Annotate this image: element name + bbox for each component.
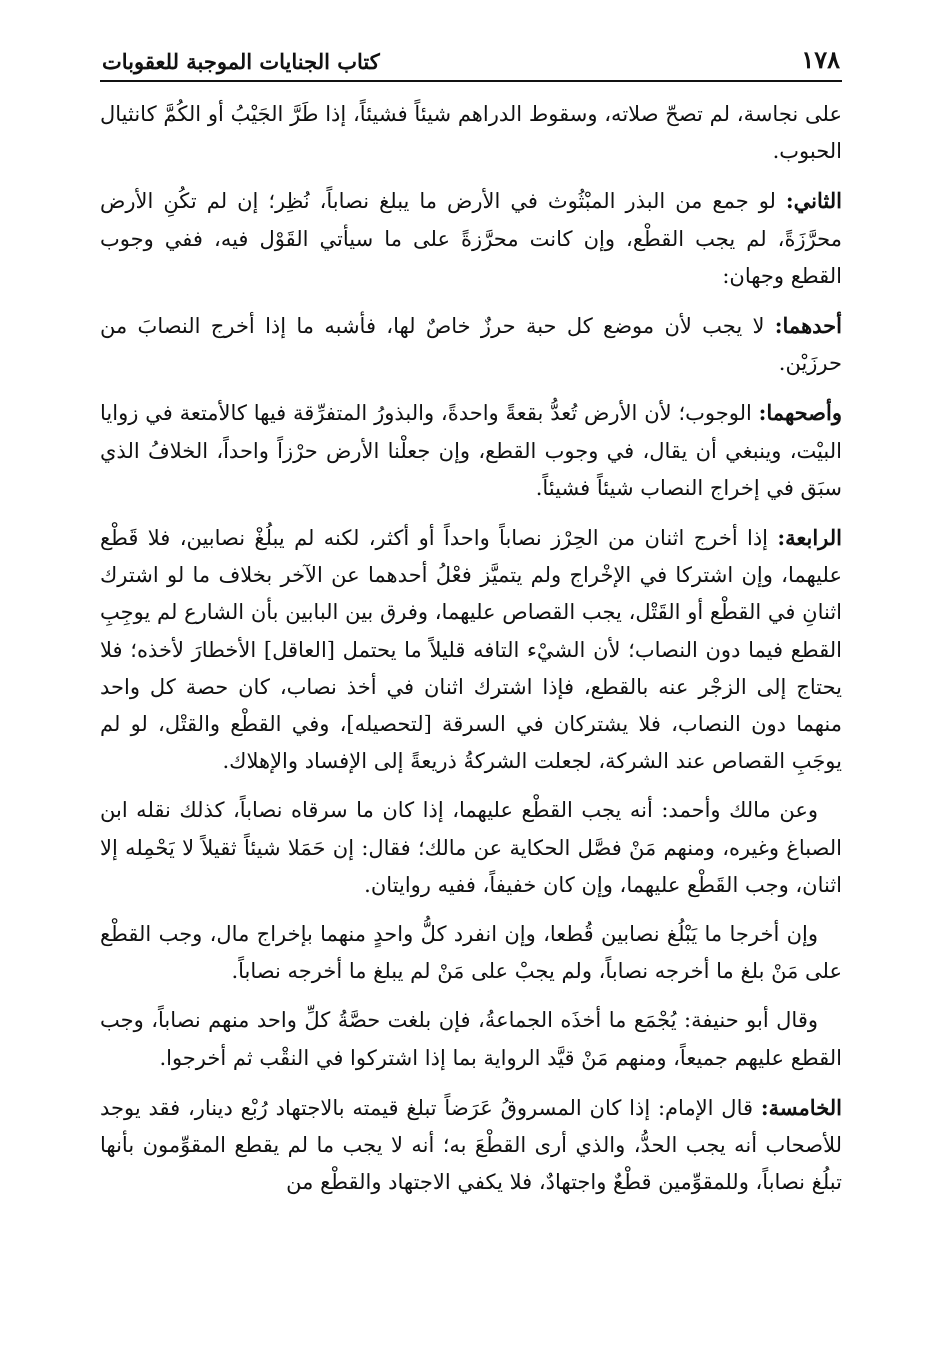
paragraph-6 — [100, 792, 842, 904]
paragraph-4 — [100, 394, 842, 507]
paragraph-2 — [100, 182, 842, 295]
paragraph-text: وإن أخرجا ما يَبْلُغ نصابين قُطعا، وإن انفرد كلُّ واحدٍ منهما بإخراج مال، وجب القطْع على مَنْ بلغ ما أخرجه نصاباً، ولم يجبْ على مَنْ لم يبلغ ما أخرجه نصاباً. — [100, 922, 842, 984]
paragraph-lead: الثاني: — [785, 188, 842, 214]
page-header — [100, 40, 842, 82]
paragraph-lead: وأصحهما: — [758, 400, 842, 426]
page-number: ١٧٨ — [801, 45, 840, 74]
paragraph-lead: أحدهما: — [774, 313, 842, 339]
running-title: كتاب الجنايات الموجبة للعقوبات — [102, 49, 380, 74]
paragraph-text: إذا أخرج اثنان من الحِرْز نصاباً واحداً أو أكثر، لكنه لم يبلُغْ نصابين، فلا قَطْع عليهما، وإن اشتركا في الإخْراج ولم يتميَّز فعْلُ أحدهما عن الآخر بخلاف ما لو اشترك اثنانِ في القطْع أو القَتْل، يجب القصاص عليهما، وفرق بين البابين بأن الشارع لم يوجِبِ القطع فيما دون النصاب؛ لأن الشيْء التافه قليلاً ما يحتمل [العاقل] الأخطارَ لأخذه؛ فلا يحتاج إلى الزجْر عنه بالقطع، فإذا اشترك اثنان في أخذ نصاب، كان حصة كل واحد منهما دون النصاب، فلا يشتركان في السرقة [لتحصيله]، وفي القطْع والقتْل، لو لم يوجَبِ القصاص عند الشركة، لجعلت الشركةُ ذريعةً إلى الإفساد والإهلاك. — [100, 526, 842, 774]
paragraph-5 — [100, 519, 842, 780]
paragraph-7 — [100, 916, 842, 990]
page-body — [100, 96, 842, 1201]
paragraph-3 — [100, 307, 842, 382]
paragraph-8 — [100, 1002, 842, 1076]
paragraph-text: وقال أبو حنيفة: يُجْمَع ما أخذَه الجماعةُ، فإن بلغت حصَّةُ كلِّ واحد منهم نصاباً، وجب القطع عليهم جميعاً، ومنهم مَنْ قيَّد الرواية بما إذا اشتركوا في النقْب ثم أخرجوا. — [100, 1008, 842, 1070]
paragraph-text: لا يجب لأن موضع كل حبة حرزٌ خاصٌ لها، فأشبه ما إذا أخرج النصابَ من حرزَيْن. — [100, 314, 842, 376]
paragraph-text: لو جمع من البذر المبْثُوث في الأرض ما يبلغ نصاباً، نُظِر؛ إن لم تكُنِ الأرض محرَّزَةً، لم يجب القطْع، وإن كانت محرَّزةً على ما سيأتي القَوْل فيه، ففي وجوب القطع وجهان: — [100, 189, 842, 288]
paragraph-text: قال الإمام: إذا كان المسروقُ عَرَضاً تبلغ قيمته بالاجتهاد رُبْع دينار، فقد يوجد للأصحاب أنه يجب الحدُّ، والذي أرى القطْعَ به؛ أنه لا يجب ما لم يقطع المقوِّمون بأنها تبلُغ نصاباً، وللمقوِّمين قطْعٌ واجتهادٌ، فلا يكفي الاجتهاد والقطْع من — [100, 1095, 842, 1195]
book-page — [100, 40, 842, 1213]
paragraph-1 — [100, 96, 842, 170]
paragraph-text: الوجوب؛ لأن الأرض تُعدُّ بقعةً واحدةً، والبذورُ المتفرِّقة فيها كالأمتعة في زوايا البيْت، وينبغي أن يقال، في وجوب القطع، وإن جعلْنا الأرض حرْزاً واحداً، الخلافُ الذي سبَق في إخراج النصاب شيئاً فشيئاً. — [100, 401, 842, 500]
paragraph-lead: الخامسة: — [760, 1094, 842, 1120]
paragraph-lead: الرابعة: — [777, 525, 842, 551]
paragraph-text: على نجاسة، لم تصحّ صلاته، وسقوط الدراهم شيئاً فشيئاً، إذا طَرَّ الجَيْبُ أو الكُمَّ كانثيال الحبوب. — [100, 102, 842, 164]
paragraph-9 — [100, 1089, 842, 1202]
paragraph-text: وعن مالك وأحمد: أنه يجب القطْع عليهما، إذا كان ما سرقاه نصاباً، كذلك نقله ابن الصباغ وغيره، ومنهم مَنْ فصَّل الحكاية عن مالك؛ فقال: إن حَمَلا شيئاً ثقيلاً لا يَحْمِله إلا اثنان، وجب القَطْع عليهما، وإن كان خفيفاً، ففيه روايتان. — [100, 798, 842, 897]
